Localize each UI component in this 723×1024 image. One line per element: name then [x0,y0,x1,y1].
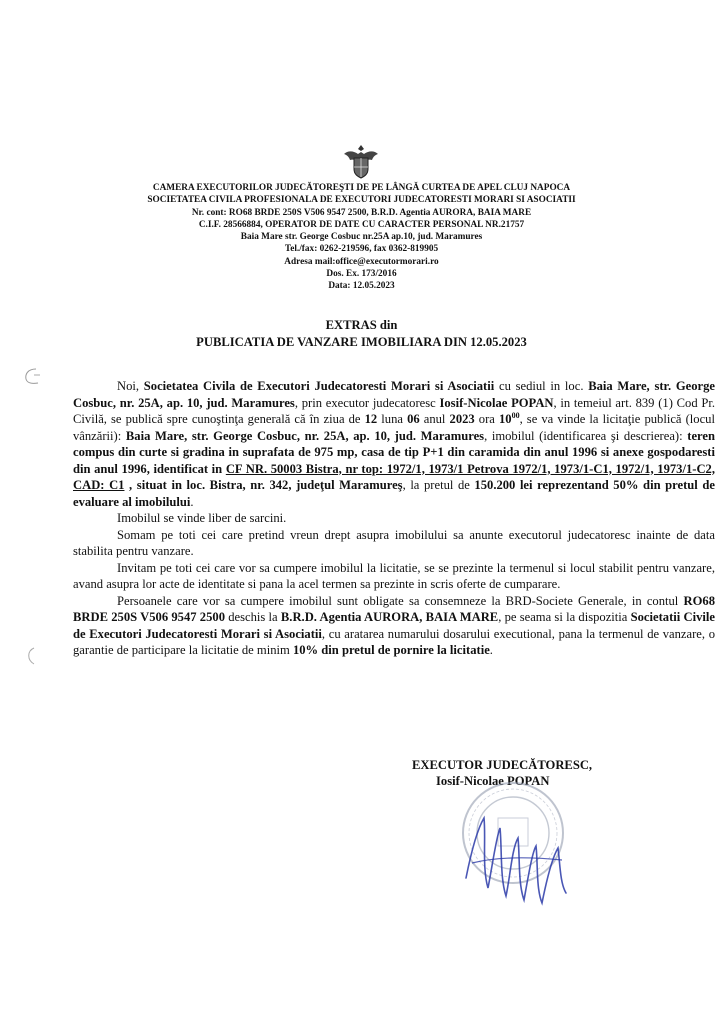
paragraph-summons: Somam pe toti cei care pretind vreun drept asupra imobilului sa anunte executorul judecatoresc inainte de data stabilita pentru vanzare. [73,527,715,558]
letterhead [0,182,723,293]
punch-hole-mark-icon [22,366,46,386]
letterhead-line-phone: Tel./fax: 0262-219596, fax 0362-819905 [284,244,439,255]
paragraph-guarantee [73,593,715,659]
bold-run: 10 [498,412,512,426]
bold-run: Iosif-Nicolae POPAN [439,395,554,410]
letterhead-line-chamber: CAMERA EXECUTORILOR JUDECĂTOREŞTI DE PE LÂNGĂ CURTEA DE APEL CLUJ NAPOCA [152,183,571,193]
letterhead-line-company: SOCIETATEA CIVILA PROFESIONALA DE EXECUTORI JUDECATORESTI MORARI SI ASOCIATII [147,195,576,206]
text-run: Persoanele care vor sa cumpere imobilul sunt obligate sa consemneze la BRD-Societe Generale, in contul [117,593,684,608]
bold-run: 12 [364,412,378,426]
letterhead-line-cif: C.I.F. 28566884, OPERATOR DE DATE CU CARACTER PERSONAL NR.21757 [198,219,525,230]
text-run: , cu aratarea numarului dosarului executional, pana la termenul de vanzare, o garantie de participare la licitatie de minim [73,626,715,657]
letterhead-line-date: Data: 12.05.2023 [328,281,395,292]
text-run: ora [474,412,499,426]
text-run: Noi, [117,379,144,393]
text-run: cu sediul in loc. [494,379,589,393]
bold-run: 150.200 lei reprezentand 50% din pretul de evaluare al imobilului [73,478,715,509]
text-run: anul [419,412,450,426]
text-run: deschis la [225,610,281,624]
bold-run: 10% din pretul de pornire la licitatie [292,643,490,657]
text-run: luna [377,412,408,426]
text-run: . [190,494,194,509]
text-run: , la pretul de [402,478,475,492]
bold-run: Baia Mare, str. George Cosbuc, nr. 25A, ap. 10, jud. Maramures [73,379,716,410]
bold-run: Societatii Civile de Executori Judecatoresti Morari si Asociatii [73,610,716,641]
bold-run: Baia Mare, str. George Cosbuc, nr. 25A, ap. 10, jud. Maramures [125,428,485,443]
document-body [73,378,715,659]
coat-of-arms-icon [338,142,384,180]
text-run: , se va vinde la licitaţie publică (locul vânzării): [73,412,715,443]
title-line-2: PUBLICATIA DE VANZARE IMOBILIARA DIN 12.05.2023 [196,335,527,349]
paragraph-announcement [73,378,715,510]
text-run: , pe seama si la dispozitia [498,610,631,624]
handwritten-signature-icon [462,808,570,908]
bold-run: 00 [511,410,520,420]
bold-run: 2023 [449,412,475,426]
text-run: . [489,643,493,657]
text-run: , imobilul (identificarea şi descrierea): [484,428,688,443]
letterhead-line-account: Nr. cont: RO68 BRDE 250S V506 9547 2500, B.R.D. Agentia AURORA, BAIA MARE [191,207,532,218]
document-title [0,317,723,351]
bold-run: B.R.D. Agentia AURORA, BAIA MARE [280,610,499,624]
bold-run: Societatea Civila de Executori Judecatoresti Morari si Asociatii [143,379,495,393]
letterhead-line-email: Adresa mail:office@executormorari.ro [284,256,439,267]
letterhead-line-address: Baia Mare str. George Cosbuc nr.25A ap.10, jud. Maramures [240,232,483,243]
bold-run: RO68 BRDE 250S V506 9547 2500 [73,593,715,624]
signature-name: Iosif-Nicolae POPAN [436,774,550,788]
text-run: , in temeiul art. 839 (1) Cod Pr. Civilă, se publică spre cunoştinţa generală că în ziua de [73,395,716,426]
title-line-1: EXTRAS din [325,318,398,332]
bold-run: 06 [407,412,420,426]
punch-hole-mark-icon [24,646,38,666]
paragraph-invitation: Invitam pe toti cei care vor sa cumpere imobilul la licitatie, se se prezinte la termenul si locul stabilit pentru vanzare, avand asupra lor acte de identitate si pana la acel termen sa prezinte in scris oferte de cumparare. [73,560,715,591]
text-run: , prin executor judecatoresc [294,395,440,410]
signature-title: EXECUTOR JUDECĂTORESC, [412,758,593,772]
bold-run: , situat in loc. Bistra, nr. 342, judeţul Maramureş [124,478,403,492]
land-registry-reference: CF NR. 50003 Bistra, nr top: 1972/1, 1973/1 Petrova 1972/1, 1973/1-C1, 1972/1, 1973/1-C2, CAD: C1 [73,461,715,492]
letterhead-line-dossier: Dos. Ex. 173/2016 [326,269,397,280]
bold-run: teren compus din curte si gradina in suprafata de 975 mp, casa de tip P+1 din caramida din anul 1996 si anexe gospodaresti din anul 1996, identificat in [73,428,715,476]
paragraph-no-encumbrances: Imobilul se vinde liber de sarcini. [117,511,287,525]
